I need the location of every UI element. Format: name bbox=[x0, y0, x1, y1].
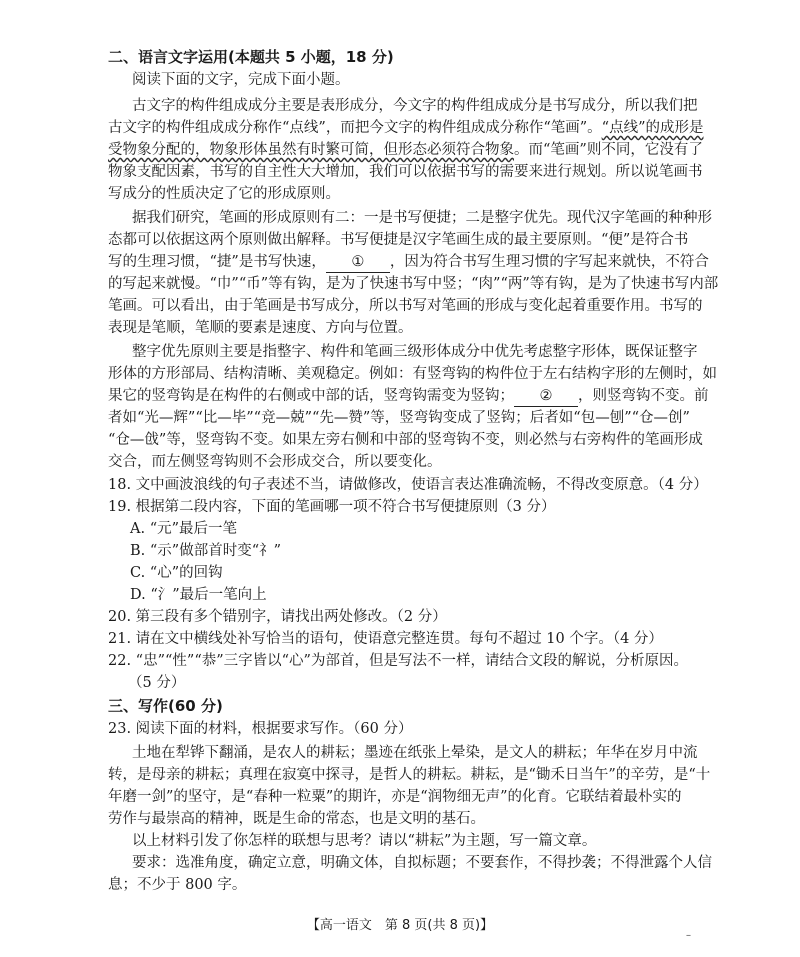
question-19: 19. 根据第二段内容，下面的笔画哪一项不符合书写便捷原则（3 分） bbox=[108, 499, 556, 515]
q19-option-a: A. “元”最后一笔 bbox=[130, 521, 238, 537]
para2-line3-text-b: ，因为符合书写生理习惯的字写起来就快，不符合 bbox=[389, 254, 709, 270]
question-22-score: （5 分） bbox=[128, 675, 186, 691]
para2-line2: 态都可以依据这两个原则做出解释。书写便捷是汉字笔画生成的最主要原则。“便”是符合书 bbox=[108, 232, 689, 248]
wavy-sentence-start: “点线”的成形是 bbox=[601, 120, 704, 136]
page-footer: 【高一语文 第 8 页(共 8 页)】 bbox=[306, 918, 494, 933]
material-line2: 转，是母亲的耕耘；真理在寂寞中探寻，是哲人的耕耘。耕耘，是“锄禾日当午”的辛劳，是“十 bbox=[108, 767, 711, 783]
para1-line2-text: 古文字的构件组成成分称作“点线”，而把今文字的构件组成成分称作“笔画”。 bbox=[108, 120, 602, 136]
para1-line5: 写成分的性质决定了它的形成原则。 bbox=[108, 186, 340, 202]
para2-line3-text-a: 写的生理习惯，“捷”是书写快速， bbox=[108, 254, 326, 270]
wavy-sentence-end: 受物象分配的，物象形体虽然有时繁可简，但形态必须符合物象 bbox=[108, 142, 514, 158]
q19-option-c: C. “心”的回钩 bbox=[130, 565, 223, 581]
para3-line3-text-b: ，则竖弯钩不变。前 bbox=[578, 388, 709, 404]
material-line1: 土地在犁铧下翻涌，是农人的耕耘；墨迹在纸张上晕染，是文人的耕耘；年华在岁月中流 bbox=[132, 745, 698, 761]
question-18: 18. 文中画波浪线的句子表述不当，请做修改，使语言表达准确流畅，不得改变原意。（4 分） bbox=[108, 477, 708, 493]
para3-line4: 者如“光—辉”“比—毕”“竞—兢”“先—赞”等，竖弯钩变成了竖钩；后者如“包—刨”“仓—创” bbox=[108, 410, 690, 426]
question-23: 23. 阅读下面的材料，根据要求写作。（60 分） bbox=[108, 721, 413, 737]
question-22: 22. “忠”“性”“恭”三字皆以“心”为部首，但是写法不一样，请结合文段的解说，分析原因。 bbox=[108, 653, 688, 669]
section3-heading: 三、写作(60 分) bbox=[108, 697, 223, 715]
para1-line3-text: 。而“笔画”则不同，它没有了 bbox=[514, 142, 703, 158]
para2-line3 bbox=[108, 252, 709, 273]
blank-2[interactable]: ② bbox=[514, 386, 578, 407]
para1-line4: 物象支配因素，书写的自主性大大增加，我们可以依据书写的需要来进行规划。所以说笔画书 bbox=[108, 164, 703, 180]
para2-line4: 的写起来就慢。“巾”“币”等有钩，是为了快速书写中竖；“肉”“两”等有钩，是为了快速书写内部 bbox=[108, 276, 719, 292]
para1-line3 bbox=[108, 140, 703, 160]
section2-heading: 二、语言文字运用(本题共 5 小题，18 分) bbox=[108, 48, 394, 66]
material-line3: 年磨一剑”的坚守，是“春种一粒粟”的期许，亦是“润物细无声”的化育。它联结着最朴实的 bbox=[108, 789, 682, 805]
para2-line1: 据我们研究，笔画的形成原则有二：一是书写便捷；二是整字优先。现代汉字笔画的种种形 bbox=[132, 210, 712, 226]
para3-line5: “仓—戗”等，竖弯钩不变。如果左旁右侧和中部的竖弯钩不变，则必然与右旁构件的笔画形成 bbox=[108, 432, 703, 448]
para3-line3 bbox=[108, 386, 709, 407]
para3-line6: 交合，而左侧竖弯钩则不会形成交合，所以要变化。 bbox=[108, 454, 442, 470]
blank-1[interactable]: ① bbox=[326, 252, 390, 273]
writing-requirements-line2: 息；不少于 800 字。 bbox=[108, 877, 247, 893]
para3-line2: 形体的方形部局、结构清晰、美观稳定。例如：有竖弯钩的构件位于左右结构字形的左侧时，如 bbox=[108, 366, 717, 382]
material-line4: 劳作与最崇高的精神，既是生命的常态，也是文明的基石。 bbox=[108, 811, 485, 827]
para2-line6: 表现是笔顺，笔顺的要素是速度、方向与位置。 bbox=[108, 320, 413, 336]
q19-option-d: D. “氵”最后一笔向上 bbox=[130, 587, 267, 603]
writing-requirements-line1: 要求：选准角度，确定立意，明确文体，自拟标题；不要套作，不得抄袭；不得泄露个人信 bbox=[132, 855, 712, 871]
q19-option-b: B. “示”做部首时变“礻” bbox=[130, 543, 282, 559]
corner-mark: – bbox=[686, 930, 691, 941]
question-20: 20. 第三段有多个错别字，请找出两处修改。（2 分） bbox=[108, 609, 447, 625]
para3-line1: 整字优先原则主要是指整字、构件和笔画三级形体成分中优先考虑整字形体，既保证整字 bbox=[132, 344, 698, 360]
section2-intro: 阅读下面的文字，完成下面小题。 bbox=[132, 72, 350, 88]
question-21: 21. 请在文中横线处补写恰当的语句，使语意完整连贯。每句不超过 10 个字。（4 分） bbox=[108, 631, 663, 647]
para2-line5: 笔画。可以看出，由于笔画是书写成分，所以书写对笔画的形成与变化起着重要作用。书写的 bbox=[108, 298, 703, 314]
para1-line2 bbox=[108, 118, 704, 138]
para1-line1: 古文字的构件组成成分主要是表形成分，今文字的构件组成成分是书写成分，所以我们把 bbox=[132, 98, 698, 114]
para3-line3-text-a: 果它的竖弯钩是在构件的右侧或中部的话，竖弯钩需变为竖钩； bbox=[108, 388, 514, 404]
writing-prompt: 以上材料引发了你怎样的联想与思考？请以“耕耘”为主题，写一篇文章。 bbox=[132, 833, 597, 849]
